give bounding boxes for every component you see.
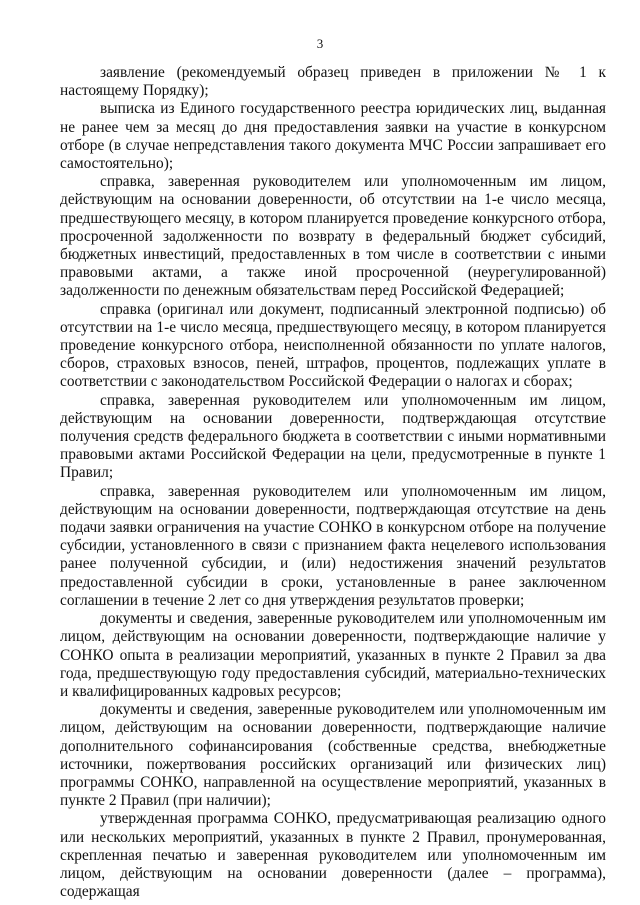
paragraph-approved-program: утвержденная программа СОНКО, предусматривающая реализацию одного или нескольких мероприятий, указанных в пункте 2 Правил, пронумерованная, скрепленная печатью и заверенная руководителем или уполномоченным им лицом, действующим на основании доверенности (далее – программа), содержащая	[60, 810, 606, 901]
paragraph-restriction-certificate: справка, заверенная руководителем или уполномоченным им лицом, действующим на основании доверенности, подтверждающая отсутствие на день подачи заявки ограничения на участие СОНКО в конкурсном отборе на получение субсидии, установленного в связи с признанием факта нецелевого использования ранее полученной субсидии, и (или) недостижения значений результатов предоставленной субсидии в сроки, установленные в ранее заключенном соглашении в течение 2 лет со дня утверждения результатов проверки;	[60, 482, 606, 609]
page-number: 3	[316, 36, 324, 51]
paragraph-funds-certificate: справка, заверенная руководителем или уполномоченным им лицом, действующим на основании доверенности, подтверждающая отсутствие получения средств федерального бюджета в соответствии с иными нормативными правовыми актами Российской Федерации на цели, предусмотренные в пункте 1 Правил;	[60, 391, 606, 482]
paragraph-application: заявление (рекомендуемый образец приведен в приложении № 1 к настоящему Порядку);	[60, 64, 606, 100]
paragraph-egrul-extract: выписка из Единого государственного реестра юридических лиц, выданная не ранее чем за месяц до дня предоставления заявки на участие в конкурсном отборе (в случае непредставления такого документа МЧС России запрашивает его самостоятельно);	[60, 100, 606, 173]
paragraph-debt-certificate: справка, заверенная руководителем или уполномоченным им лицом, действующим на основании доверенности, об отсутствии на 1-е число месяца, предшествующего месяцу, в котором планируется проведение конкурсного отбора, просроченной задолженности по возврату в федеральный бюджет субсидий, бюджетных инвестиций, предоставленных в том числе в соответствии с иными правовыми актами, а также иной просроченной (неурегулированной) задолженности по денежным обязательствам перед Российской Федерацией;	[60, 173, 606, 300]
paragraph-tax-certificate: справка (оригинал или документ, подписанный электронной подписью) об отсутствии на 1-е число месяца, предшествующего месяцу, в котором планируется проведение конкурсного отбора, неисполненной обязанности по уплате налогов, сборов, страховых взносов, пеней, штрафов, процентов, подлежащих уплате в соответствии с законодательством Российской Федерации о налогах и сборах;	[60, 300, 606, 391]
paragraph-cofinancing-documents: документы и сведения, заверенные руководителем или уполномоченным им лицом, действующим на основании доверенности, подтверждающие наличие дополнительного софинансирования (собственные средства, внебюджетные источники, пожертвования российских организаций или физических лиц) программы СОНКО, направленной на осуществление мероприятий, указанных в пункте 2 Правил (при наличии);	[60, 701, 606, 810]
paragraph-experience-documents: документы и сведения, заверенные руководителем или уполномоченным им лицом, действующим на основании доверенности, подтверждающие наличие у СОНКО опыта в реализации мероприятий, указанных в пункте 2 Правил за два года, предшествующую году предоставления субсидий, материально-технических и квалифицированных кадровых ресурсов;	[60, 610, 606, 700]
document-body	[60, 64, 606, 901]
